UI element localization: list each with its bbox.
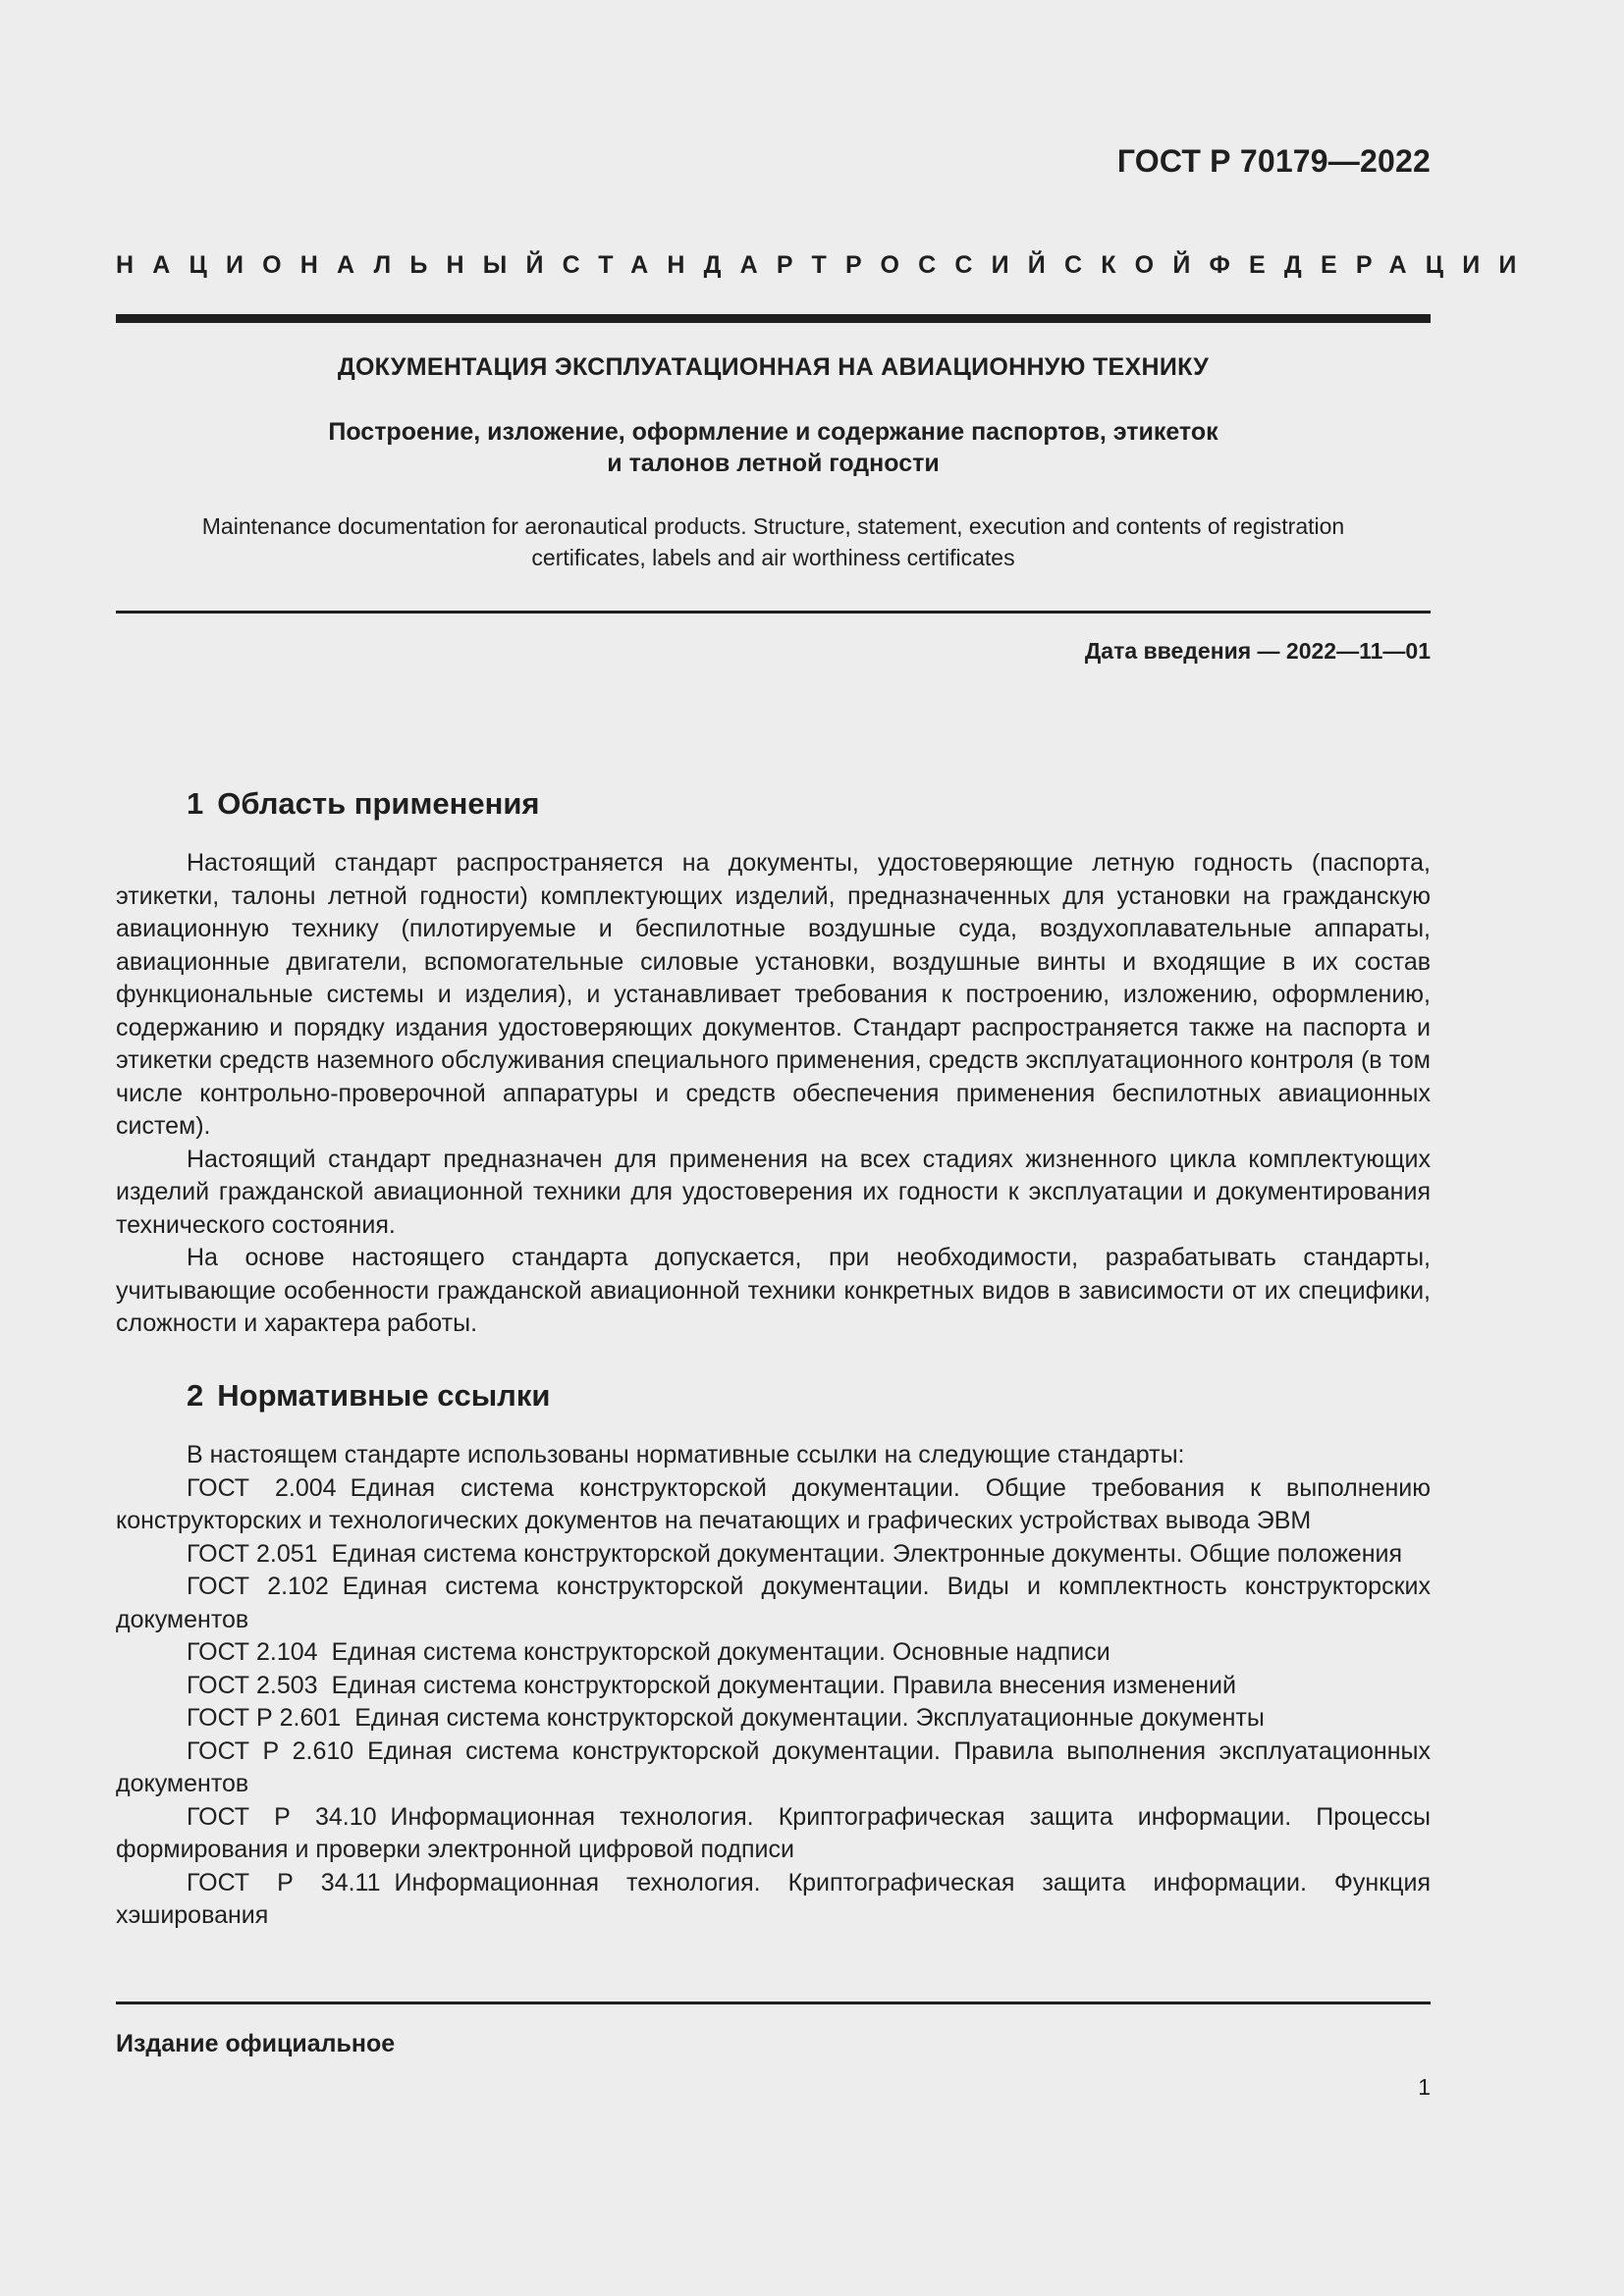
banner-word: СТАНДАРТ [562,251,845,279]
reference-title: Информационная технология. Криптографическая защита информации. Процессы формирования и проверки электронной цифровой подписи [116,1802,1431,1863]
reference-code: ГОСТ 2.004 [187,1473,337,1502]
national-standard-banner [116,251,1536,280]
references-list [116,1439,1431,1933]
section-body [116,847,1431,1341]
document-title: ДОКУМЕНТАЦИЯ ЭКСПЛУАТАЦИОННАЯ НА АВИАЦИОННУЮ ТЕХНИКУ [337,353,1210,381]
banner-word: НАЦИОНАЛЬНЫЙ [116,251,563,279]
reference-item [116,1571,1431,1636]
edition-label: Издание официальное [116,2030,396,2057]
english-title: Maintenance documentation for aeronautical products. Structure, statement, execution and contents of registration certificates, labels and air worthiness certificates [201,513,1345,570]
reference-title: Единая система конструкторской документации. Виды и комплектность конструкторских документов [116,1573,1431,1633]
reference-title: Единая система конструкторской документации. Общие требования к выполнению конструкторских и технологических документов на печатающих и графических устройствах вывода ЭВМ [116,1473,1431,1534]
reference-code: ГОСТ 2.102 [187,1573,329,1600]
references-intro: В настоящем стандарте использованы нормативные ссылки на следующие стандарты: [187,1441,1185,1468]
section-title: Нормативные ссылки [217,1378,551,1413]
reference-title: Единая система конструкторской документации. Эксплуатационные документы [354,1704,1265,1732]
paragraph: На основе настоящего стандарта допускается, при необходимости, разрабатывать стандарты, учитывающие особенности гражданской авиационной техники конкретных видов в зависимости от их специфики, сложности и характера работы. [116,1244,1431,1337]
reference-item [116,1472,1431,1538]
subtitle-line: Построение, изложение, оформление и содержание паспортов, этикеток [328,418,1218,446]
document-subtitle [116,416,1431,479]
page-number: 1 [1418,2074,1431,2100]
banner-word: РОССИЙСКОЙ [844,251,1210,279]
reference-title: Единая система конструкторской документации. Основные надписи [331,1638,1110,1666]
title-rule [116,611,1431,614]
reference-item [116,1670,1431,1703]
banner-word: ФЕДЕРАЦИИ [1209,251,1536,279]
reference-item [116,1867,1431,1933]
standard-number: ГОСТ Р 70179—2022 [1116,143,1431,179]
reference-code: ГОСТ 2.104 [187,1638,318,1666]
reference-code: ГОСТ Р 2.601 [187,1704,342,1732]
document-page [116,0,1536,2296]
reference-item [116,1735,1431,1801]
section-number: 2 [187,1378,204,1413]
reference-item [116,1702,1431,1735]
reference-code: ГОСТ 2.051 [187,1539,318,1568]
reference-title: Единая система конструкторской документации. Правила внесения изменений [331,1671,1236,1699]
section-number: 1 [187,786,204,821]
introduction-date: Дата введения — 2022—11—01 [1084,638,1431,664]
reference-title: Единая система конструкторской документации. Правила выполнения эксплуатационных документов [116,1736,1431,1797]
section-heading [187,1378,550,1414]
reference-item [116,1636,1431,1670]
header-rule [116,314,1431,323]
reference-code: ГОСТ Р 2.610 [187,1736,354,1765]
reference-item [116,1801,1431,1867]
reference-item [116,1538,1431,1572]
reference-code: ГОСТ 2.503 [187,1671,318,1699]
reference-title: Единая система конструкторской документации. Электронные документы. Общие положения [331,1539,1402,1568]
reference-title: Информационная технология. Криптографическая защита информации. Функция хэширования [116,1868,1431,1929]
subtitle-line: и талонов летной годности [607,450,940,477]
footer-rule [116,2002,1431,2004]
reference-code: ГОСТ Р 34.11 [187,1868,381,1896]
paragraph: Настоящий стандарт распространяется на документы, удостоверяющие летную годность (паспорта, этикетки, талоны летной годности) комплектующих изделий, предназначенных для установки на гражданскую авиационную технику (пилотируемые и беспилотные воздушные суда, воздухоплавательные аппараты, авиационные двигатели, вспомогательные силовые установки, воздушные винты и входящие в их состав функциональные системы и изделия), и устанавливает требования к построению, изложению, оформлению, содержанию и порядку издания удостоверяющих документов. Стандарт распространяется также на паспорта и этикетки средств наземного обслуживания специального применения, средств эксплуатационного контроля (в том числе контрольно-проверочной аппаратуры и средств обеспечения применения беспилотных авиационных систем). [116,849,1431,1140]
reference-code: ГОСТ Р 34.10 [187,1802,377,1831]
section-heading [187,786,540,822]
paragraph: Настоящий стандарт предназначен для применения на всех стадиях жизненного цикла комплектующих изделий гражданской авиационной техники для удостоверения их годности к эксплуатации и документирования технического состояния. [116,1145,1431,1239]
section-title: Область применения [217,786,540,821]
